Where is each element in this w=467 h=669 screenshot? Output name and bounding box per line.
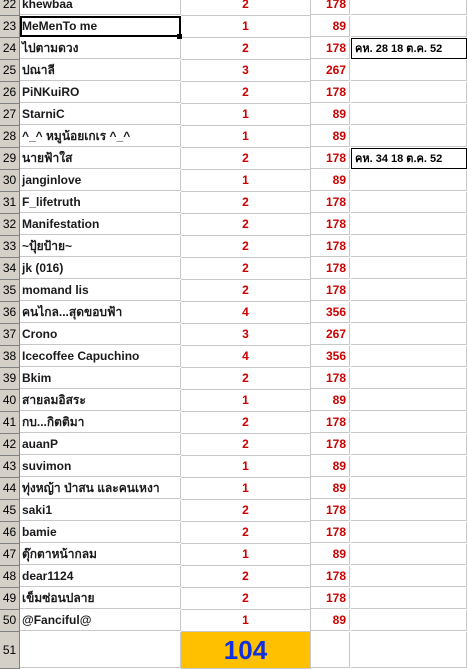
cell-name[interactable]: Bkim bbox=[20, 368, 181, 389]
cell-amount[interactable]: 89 bbox=[311, 104, 350, 125]
cell-amount[interactable] bbox=[311, 632, 350, 668]
cell-note[interactable] bbox=[351, 280, 467, 301]
cell-name[interactable]: StarniC bbox=[20, 104, 181, 125]
row-number[interactable]: 45 bbox=[0, 500, 20, 522]
table-row bbox=[0, 60, 467, 82]
row-number[interactable]: 22 bbox=[0, 0, 20, 16]
cell-count[interactable]: 2 bbox=[181, 522, 311, 544]
table-row bbox=[0, 324, 467, 346]
table-row bbox=[0, 346, 467, 368]
cell-note[interactable] bbox=[351, 0, 467, 15]
cell-count[interactable]: 2 bbox=[181, 258, 311, 280]
cell-count[interactable]: 1 bbox=[181, 170, 311, 192]
row-number[interactable]: 44 bbox=[0, 478, 20, 500]
cell-note[interactable] bbox=[351, 236, 467, 257]
table-row bbox=[0, 500, 467, 522]
cell-note[interactable] bbox=[351, 302, 467, 323]
table-row bbox=[0, 566, 467, 588]
cell-amount[interactable]: 356 bbox=[311, 346, 350, 367]
table-row bbox=[0, 82, 467, 104]
cell-amount[interactable]: 178 bbox=[311, 368, 350, 389]
cell-name[interactable]: ^_^ หมูน้อยเกเร ^_^ bbox=[20, 126, 181, 147]
table-row bbox=[0, 434, 467, 456]
cell-amount[interactable]: 178 bbox=[311, 214, 350, 235]
cell-note[interactable] bbox=[351, 346, 467, 367]
row-number[interactable]: 32 bbox=[0, 214, 20, 236]
cell-note[interactable] bbox=[351, 16, 467, 37]
cell-count[interactable]: 2 bbox=[181, 236, 311, 258]
cell-note[interactable] bbox=[351, 434, 467, 455]
row-number[interactable]: 34 bbox=[0, 258, 20, 280]
table-row bbox=[0, 38, 467, 60]
cell-name[interactable]: นายฟ้าใส bbox=[20, 148, 181, 169]
cell-amount[interactable]: 178 bbox=[311, 38, 350, 59]
total-row bbox=[0, 632, 467, 669]
cell-note[interactable] bbox=[351, 60, 467, 81]
cell-amount[interactable]: 178 bbox=[311, 192, 350, 213]
row-number[interactable]: 27 bbox=[0, 104, 20, 126]
cell-count[interactable]: 2 bbox=[181, 148, 311, 170]
total-count-cell[interactable]: 104 bbox=[181, 632, 311, 669]
cell-note[interactable] bbox=[351, 258, 467, 279]
cell-note[interactable] bbox=[351, 478, 467, 499]
table-row bbox=[0, 126, 467, 148]
cell-note[interactable] bbox=[351, 566, 467, 587]
cell-amount[interactable]: 356 bbox=[311, 302, 350, 323]
cell-count[interactable]: 2 bbox=[181, 412, 311, 434]
cell-count[interactable]: 2 bbox=[181, 566, 311, 588]
cell-count[interactable]: 3 bbox=[181, 60, 311, 82]
cell-count[interactable]: 2 bbox=[181, 280, 311, 302]
cell-count[interactable]: 1 bbox=[181, 456, 311, 478]
cell-name[interactable]: ~ปุ้ยป้าย~ bbox=[20, 236, 181, 257]
table-row bbox=[0, 236, 467, 258]
cell-name[interactable]: ไปตามดวง bbox=[20, 38, 181, 59]
row-number[interactable]: 42 bbox=[0, 434, 20, 456]
row-number[interactable]: 30 bbox=[0, 170, 20, 192]
cell-name[interactable]: janginlove bbox=[20, 170, 181, 191]
cell-note[interactable] bbox=[351, 588, 467, 609]
cell-name[interactable]: suvimon bbox=[20, 456, 181, 477]
table-row bbox=[0, 456, 467, 478]
fill-handle[interactable] bbox=[177, 34, 182, 39]
cell-amount[interactable]: 178 bbox=[311, 258, 350, 279]
cell-name[interactable]: Manifestation bbox=[20, 214, 181, 235]
table-row bbox=[0, 588, 467, 610]
cell-name[interactable]: auanP bbox=[20, 434, 181, 455]
cell-name[interactable]: jk (016) bbox=[20, 258, 181, 279]
table-row bbox=[0, 258, 467, 280]
cell-name[interactable]: ทุ่งหญ้า ป่าสน และคนเหงา bbox=[20, 478, 181, 499]
cell-count[interactable]: 3 bbox=[181, 324, 311, 346]
cell-note[interactable] bbox=[351, 126, 467, 147]
cell-amount[interactable]: 178 bbox=[311, 500, 350, 521]
cell-note[interactable] bbox=[351, 324, 467, 345]
cell-count[interactable]: 2 bbox=[181, 588, 311, 610]
cell-count[interactable]: 1 bbox=[181, 610, 311, 632]
cell-note[interactable] bbox=[351, 610, 467, 631]
row-number[interactable]: 38 bbox=[0, 346, 20, 368]
cell-count[interactable]: 2 bbox=[181, 434, 311, 456]
cell-amount[interactable]: 178 bbox=[311, 566, 350, 587]
cell-count[interactable]: 1 bbox=[181, 478, 311, 500]
cell-count[interactable]: 2 bbox=[181, 38, 311, 60]
row-number[interactable]: 50 bbox=[0, 610, 20, 632]
cell-name[interactable]: PiNKuiRO bbox=[20, 82, 181, 103]
row-number[interactable]: 26 bbox=[0, 82, 20, 104]
cell-note[interactable] bbox=[351, 104, 467, 125]
cell-note[interactable] bbox=[351, 390, 467, 411]
cell-name[interactable] bbox=[20, 632, 181, 668]
cell-count[interactable]: 1 bbox=[181, 544, 311, 566]
cell-note[interactable] bbox=[351, 82, 467, 103]
cell-amount[interactable]: 178 bbox=[311, 412, 350, 433]
cell-note[interactable] bbox=[351, 632, 467, 668]
cell-amount[interactable]: 89 bbox=[311, 478, 350, 499]
cell-amount[interactable]: 267 bbox=[311, 60, 350, 81]
cell-count[interactable]: 1 bbox=[181, 126, 311, 148]
cell-amount[interactable]: 89 bbox=[311, 456, 350, 477]
table-row bbox=[0, 412, 467, 434]
cell-note[interactable] bbox=[351, 412, 467, 433]
row-number[interactable]: 29 bbox=[0, 148, 20, 170]
cell-amount[interactable]: 89 bbox=[311, 16, 350, 37]
cell-name[interactable]: khewbaa bbox=[20, 0, 181, 15]
cell-name[interactable]: saki1 bbox=[20, 500, 181, 521]
row-number[interactable]: 49 bbox=[0, 588, 20, 610]
cell-note[interactable] bbox=[351, 170, 467, 191]
cell-amount[interactable]: 178 bbox=[311, 0, 350, 15]
cell-count[interactable]: 2 bbox=[181, 192, 311, 214]
cell-amount[interactable]: 178 bbox=[311, 236, 350, 257]
cell-name[interactable]: Crono bbox=[20, 324, 181, 345]
cell-name[interactable]: ตุ๊กตาหน้ากลม bbox=[20, 544, 181, 565]
cell-count[interactable]: 4 bbox=[181, 346, 311, 368]
row-number[interactable]: 33 bbox=[0, 236, 20, 258]
table-row bbox=[0, 0, 467, 16]
table-row bbox=[0, 192, 467, 214]
cell-name[interactable]: Icecoffee Capuchino bbox=[20, 346, 181, 367]
cell-name[interactable]: bamie bbox=[20, 522, 181, 543]
row-number[interactable]: 51 bbox=[0, 632, 20, 669]
cell-amount[interactable]: 89 bbox=[311, 390, 350, 411]
cell-amount[interactable]: 178 bbox=[311, 148, 350, 169]
cell-amount[interactable]: 178 bbox=[311, 522, 350, 543]
cell-note[interactable] bbox=[351, 192, 467, 213]
cell-name[interactable]: ปณาลี bbox=[20, 60, 181, 81]
table-row bbox=[0, 478, 467, 500]
cell-amount[interactable]: 178 bbox=[311, 82, 350, 103]
cell-name[interactable]: เข็มซ่อนปลาย bbox=[20, 588, 181, 609]
cell-note[interactable] bbox=[351, 522, 467, 543]
cell-amount[interactable]: 89 bbox=[311, 610, 350, 631]
table-row bbox=[0, 302, 467, 324]
row-number[interactable]: 36 bbox=[0, 302, 20, 324]
cell-note[interactable]: คห. 34 18 ต.ค. 52 bbox=[351, 148, 467, 169]
row-number[interactable]: 37 bbox=[0, 324, 20, 346]
row-number[interactable]: 47 bbox=[0, 544, 20, 566]
cell-count[interactable]: 1 bbox=[181, 390, 311, 412]
cell-count[interactable]: 2 bbox=[181, 214, 311, 236]
row-number[interactable]: 28 bbox=[0, 126, 20, 148]
row-number[interactable]: 25 bbox=[0, 60, 20, 82]
cell-name[interactable]: สายลมอิสระ bbox=[20, 390, 181, 411]
cell-note[interactable] bbox=[351, 368, 467, 389]
table-row bbox=[0, 390, 467, 412]
cell-note[interactable] bbox=[351, 214, 467, 235]
cell-amount[interactable]: 178 bbox=[311, 280, 350, 301]
table-row bbox=[0, 522, 467, 544]
row-number[interactable]: 43 bbox=[0, 456, 20, 478]
table-row bbox=[0, 544, 467, 566]
cell-name[interactable]: MeMenTo me bbox=[20, 16, 181, 37]
cell-amount[interactable]: 89 bbox=[311, 126, 350, 147]
row-number[interactable]: 35 bbox=[0, 280, 20, 302]
row-number[interactable]: 41 bbox=[0, 412, 20, 434]
row-number[interactable]: 39 bbox=[0, 368, 20, 390]
cell-count[interactable]: 4 bbox=[181, 302, 311, 324]
table-row bbox=[0, 368, 467, 390]
cell-amount[interactable]: 89 bbox=[311, 170, 350, 191]
cell-amount[interactable]: 267 bbox=[311, 324, 350, 345]
cell-name[interactable]: dear1124 bbox=[20, 566, 181, 587]
table-row bbox=[0, 214, 467, 236]
cell-note[interactable] bbox=[351, 500, 467, 521]
table-row bbox=[0, 280, 467, 302]
row-number[interactable]: 40 bbox=[0, 390, 20, 412]
cell-count[interactable]: 2 bbox=[181, 0, 311, 16]
row-number[interactable]: 46 bbox=[0, 522, 20, 544]
cell-count[interactable]: 2 bbox=[181, 500, 311, 522]
table-row bbox=[0, 170, 467, 192]
cell-note[interactable]: คห. 28 18 ต.ค. 52 bbox=[351, 38, 467, 59]
cell-note[interactable] bbox=[351, 544, 467, 565]
row-number[interactable]: 24 bbox=[0, 38, 20, 60]
cell-amount[interactable]: 178 bbox=[311, 588, 350, 609]
table-row bbox=[0, 148, 467, 170]
cell-amount[interactable]: 178 bbox=[311, 434, 350, 455]
row-number[interactable]: 31 bbox=[0, 192, 20, 214]
cell-name[interactable]: @Fanciful@ bbox=[20, 610, 181, 631]
cell-count[interactable]: 1 bbox=[181, 104, 311, 126]
cell-name[interactable]: F_lifetruth bbox=[20, 192, 181, 213]
table-row bbox=[0, 610, 467, 632]
cell-amount[interactable]: 89 bbox=[311, 544, 350, 565]
cell-name[interactable]: กบ...กิตติมา bbox=[20, 412, 181, 433]
cell-name[interactable]: คนไกล...สุดขอบฟ้า bbox=[20, 302, 181, 323]
table-row bbox=[0, 104, 467, 126]
cell-count[interactable]: 1 bbox=[181, 16, 311, 38]
table-row bbox=[0, 16, 467, 38]
row-number[interactable]: 23 bbox=[0, 16, 20, 38]
cell-name[interactable]: momand lis bbox=[20, 280, 181, 301]
cell-count[interactable]: 2 bbox=[181, 368, 311, 390]
cell-note[interactable] bbox=[351, 456, 467, 477]
cell-count[interactable]: 2 bbox=[181, 82, 311, 104]
row-number[interactable]: 48 bbox=[0, 566, 20, 588]
